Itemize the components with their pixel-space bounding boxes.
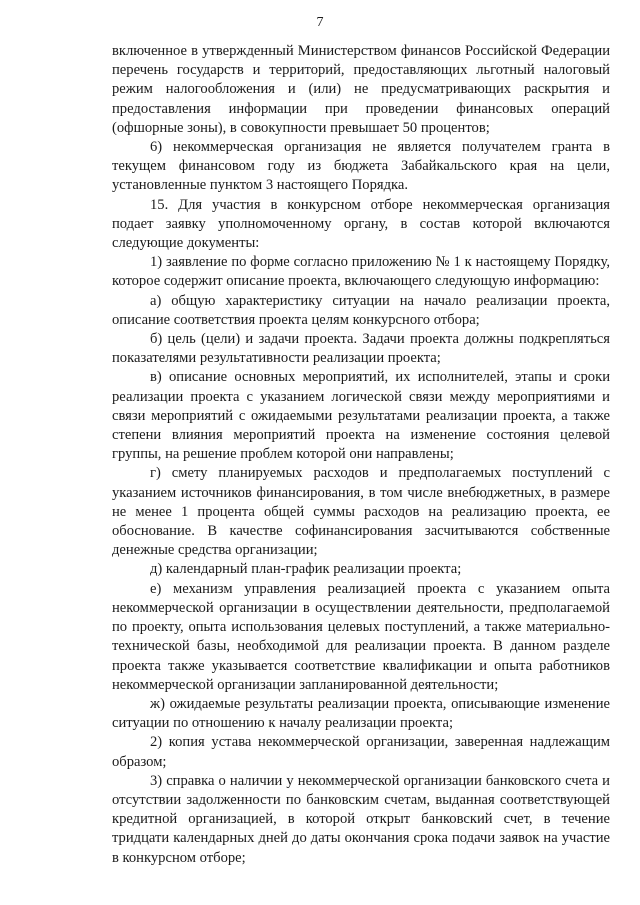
paragraph-clause-15: 15. Для участия в конкурсном отборе некоммерческая организация подает заявку уполномоченному органу, в состав которой включаются следующие документы: bbox=[112, 196, 610, 252]
paragraph-subitem-e: е) механизм управления реализацией проекта с указанием опыта некоммерческой организации в осуществлении деятельности, предполагаемой по проекту, опыта использования целевых поступлений, а также материально-технической базы, необходимой для реализации проекта. В данном разделе проекта также указывается соответствие квалификации и опыта работников некоммерческой организации запланированной деятельности; bbox=[112, 580, 610, 693]
paragraph-subitem-v: в) описание основных мероприятий, их исполнителей, этапы и сроки реализации проекта с указанием логической связи между мероприятиями и связи мероприятий с ожидаемыми результатами реализации проекта, а также степени влияния мероприятий проекта на изменение состояния целевой группы, на решение проблем которой они направлены; bbox=[112, 369, 610, 463]
paragraph-item-1: 1) заявление по форме согласно приложению № 1 к настоящему Порядку, которое содержит описание проекта, включающего следующую информацию: bbox=[112, 254, 610, 290]
page-number: 7 bbox=[316, 15, 324, 30]
paragraph-subitem-b: б) цель (цели) и задачи проекта. Задачи проекта должны подкрепляться показателями результативности реализации проекта; bbox=[112, 331, 610, 367]
paragraph-item-6: 6) некоммерческая организация не является получателем гранта в текущем финансовом году из бюджета Забайкальского края на цели, установленные пунктом 3 настоящего Порядка. bbox=[112, 139, 610, 194]
paragraph-continuation: включенное в утвержденный Министерством финансов Российской Федерации перечень государств и территорий, предоставляющих льготный налоговый режим налогообложения и (или) не предусматривающих раскрытия и предоставления информации при проведении финансовых операций (офшорные зоны), в совокупности превышает 50 процентов; bbox=[112, 43, 610, 136]
paragraph-item-2: 2) копия устава некоммерческой организации, заверенная надлежащим образом; bbox=[112, 734, 610, 770]
paragraph-subitem-d: д) календарный план-график реализации проекта; bbox=[150, 561, 462, 578]
paragraph-item-3: 3) справка о наличии у некоммерческой организации банковского счета и отсутствии задолженности по банковским счетам, выданная соответствующей кредитной организацией, в которой открыт банковский счет, в течение тридцати календарных дней до даты окончания срока подачи заявок на участие в конкурсном отборе; bbox=[112, 772, 610, 866]
paragraph-subitem-a: а) общую характеристику ситуации на начало реализации проекта, описание соответствия проекта целям конкурсного отбора; bbox=[112, 292, 610, 328]
paragraph-subitem-zh: ж) ожидаемые результаты реализации проекта, описывающие изменение ситуации по отношению к началу реализации проекта; bbox=[112, 695, 610, 732]
document-body bbox=[112, 42, 610, 868]
paragraph-subitem-g: г) смету планируемых расходов и предполагаемых поступлений с указанием источников финансирования, в том числе внебюджетных, в размере не менее 1 процента общей суммы расходов на реализацию проекта, ее обоснование. В качестве софинансирования засчитываются собственные денежные средства организации; bbox=[112, 465, 610, 559]
